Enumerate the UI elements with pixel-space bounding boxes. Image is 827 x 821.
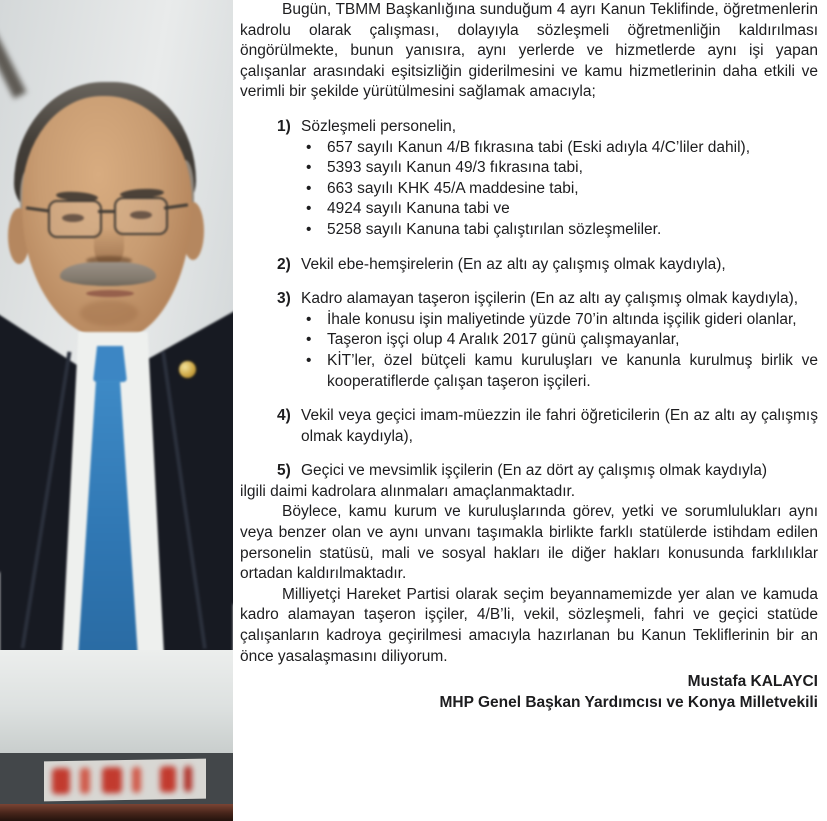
item-text: Vekil ebe-hemşirelerin (En az altı ay çalışmış olmak kaydıyla), xyxy=(301,255,726,273)
bullet-item: • 5258 sayılı Kanuna tabi çalıştırılan sözleşmeliler. xyxy=(240,220,818,241)
list-item-1 xyxy=(240,117,818,241)
item-text: Sözleşmeli personelin, xyxy=(301,117,457,135)
bullet-item: • KİT’ler, özel bütçeli kamu kuruluşları ve kanunla kurulmuş birlik ve kooperatiflerde çalışan taşeron işçileri. xyxy=(240,351,818,392)
item-text: Vekil veya geçici imam-müezzin ile fahri öğreticilerin (En az altı ay çalışmış olmak kaydıyla), xyxy=(301,407,818,445)
desk-surface xyxy=(0,650,233,753)
list-item-4 xyxy=(240,406,818,447)
led-glyph xyxy=(184,766,192,792)
item-number: 3) xyxy=(277,290,291,308)
item-text: Kadro alamayan taşeron işçilerin (En az altı ay çalışmış olmak kaydıyla), xyxy=(301,290,799,308)
bullet-item: • İhale konusu işin maliyetinde yüzde 70’in altında işçilik gideri olanlar, xyxy=(240,310,818,331)
desk-wood-trim xyxy=(0,804,233,821)
closing-line: ilgili daimi kadrolara alınmaları amaçlanmaktadır. xyxy=(240,482,576,500)
bullet-item: • 4924 sayılı Kanuna tabi ve xyxy=(240,199,818,220)
signature-name: Mustafa KALAYCI xyxy=(687,673,818,691)
item-text: Geçici ve mevsimlik işçilerin (En az dört ay çalışmış olmak kaydıyla) xyxy=(301,462,767,480)
bullet-item: • 5393 sayılı Kanun 49/3 fıkrasına tabi, xyxy=(240,158,818,179)
statement-document xyxy=(240,0,818,713)
led-glyph xyxy=(80,768,90,794)
party-paragraph: Milliyetçi Hareket Partisi olarak seçim beyannamemizde yer alan ve kamuda kadro alamayan taşeron işçiler, 4/B’li, vekil, sözleşmeli, fahri ve geçici statüde çalışanların kadroya geçirilmesi amacıyla hazırlanan bu Kanun Tekliflerinin bir an önce yasalaşmasını diliyorum. xyxy=(240,585,818,665)
summary-paragraph: Böylece, kamu kurum ve kuruluşlarında görev, yetki ve sorumlulukları aynı veya benzer olan ve aynı unvanı taşımakla birlikte farklı statülerde istihdam edilen personelin statüsü, mali ve sosyal hakları ile diğer hakları konusunda farklılıklar ortadan kaldırılmaktadır. xyxy=(240,503,818,583)
item-number: 5) xyxy=(277,462,291,480)
list-item-3 xyxy=(240,289,818,392)
led-glyph xyxy=(160,766,176,792)
sub-bullet-list xyxy=(240,138,818,241)
led-display xyxy=(44,759,206,802)
item-number: 4) xyxy=(277,407,291,425)
signature-block xyxy=(240,672,818,713)
list-item-2 xyxy=(240,255,818,276)
signature-title: MHP Genel Başkan Yardımcısı ve Konya Milletvekili xyxy=(439,693,818,711)
desk xyxy=(0,0,233,821)
item-number: 2) xyxy=(277,255,291,273)
list-item-5 xyxy=(240,461,818,482)
led-glyph xyxy=(52,768,70,794)
bullet-item: • Taşeron işçi olup 4 Aralık 2017 günü çalışmayanlar, xyxy=(240,330,818,351)
bullet-item: • 663 sayılı KHK 45/A maddesine tabi, xyxy=(240,179,818,200)
led-glyph xyxy=(132,767,141,793)
item-number: 1) xyxy=(277,117,291,135)
intro-paragraph: Bugün, TBMM Başkanlığına sunduğum 4 ayrı Kanun Teklifinde, öğretmenlerin kadrolu olarak çalışması, dolayıyla sözleşmeli öğretmenliğin kaldırılması öngörülmekte, bunun yanısıra, aynı yerlerde ve hizmetlerde aynı işi yapan çalışanlar arasındaki eşitsizliğin giderilmesini ve kamu hizmetlerinin daha etkili ve verimli bir şekilde yürütülmesini sağlamak amacıyla; xyxy=(240,1,818,101)
sub-bullet-list xyxy=(240,310,818,392)
led-glyph xyxy=(102,767,122,793)
portrait-photo xyxy=(0,0,233,821)
bullet-item: • 657 sayılı Kanun 4/B fıkrasına tabi (Eski adıyla 4/C’liler dahil), xyxy=(240,138,818,159)
